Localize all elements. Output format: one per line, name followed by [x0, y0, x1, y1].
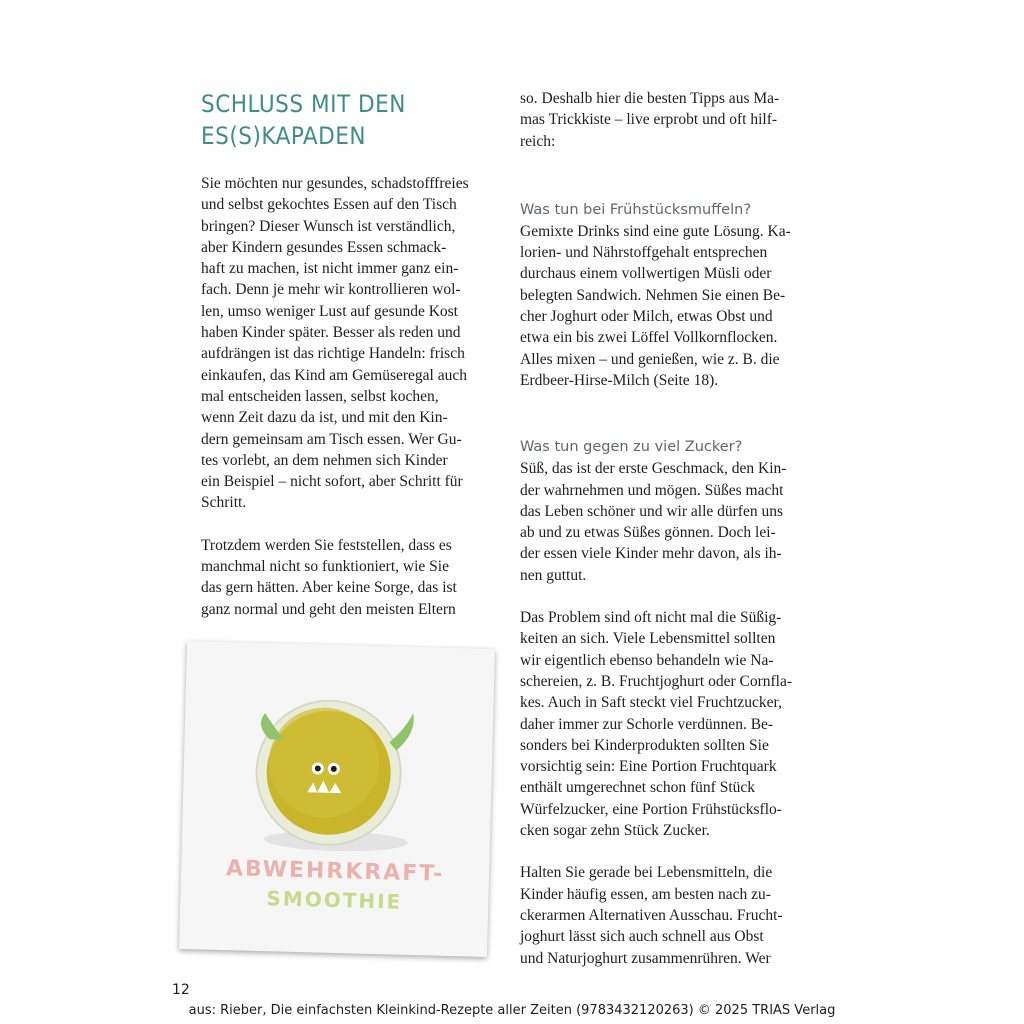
page-number: 12	[172, 982, 190, 998]
text-line: Trotzdem werden Sie feststellen, dass es	[201, 536, 452, 554]
text-line: joghurt lässt sich auch schnell aus Obst	[520, 928, 764, 946]
text-line: manchmal nicht so funktioniert, wie Sie	[201, 558, 449, 576]
text-line: dern gemeinsam am Tisch essen. Wer Gu-	[201, 430, 462, 448]
text-line: Gemixte Drinks sind eine gute Lösung. Ka-	[520, 222, 791, 240]
text-line: Erdbeer-Hirse-Milch (Seite 18).	[520, 371, 719, 389]
subheading-breakfast: Was tun bei Frühstücksmuffeln?	[520, 201, 752, 218]
text-line: mal entscheiden lassen, selbst kochen,	[201, 387, 439, 405]
text-line: aber Kindern gesundes Essen schmack-	[201, 238, 447, 256]
photo-caption-line-2: SMOOTHIE	[266, 886, 403, 914]
text-line: ab und zu etwas Süßes gönnen. Doch lei-	[520, 524, 776, 542]
text-line: Schritt.	[201, 494, 247, 512]
right-text-column	[520, 88, 820, 969]
section-heading	[201, 88, 501, 152]
text-line: haben Kinder später. Besser als reden und	[201, 324, 461, 342]
text-line: wir eigentlich ebenso behandeln wie Na-	[520, 651, 774, 669]
text-line: cher Joghurt oder Milch, etwas Obst und	[520, 308, 773, 326]
text-line: belegten Sandwich. Nehmen Sie einen Be-	[520, 286, 786, 304]
text-line: einkaufen, das Kind am Gemüseregal auch	[201, 366, 467, 384]
text-line: der wahrnehmen und mögen. Süßes macht	[520, 481, 784, 499]
heading-line-2: ES(S)KAPADEN	[201, 122, 367, 150]
text-line: len, umso weniger Lust auf gesunde Kost	[201, 302, 458, 320]
smoothie-photo	[179, 641, 495, 957]
text-line: bringen? Dieser Wunsch ist verständlich,	[201, 217, 456, 235]
paragraph	[201, 535, 501, 620]
paragraph	[520, 221, 820, 391]
text-line: Süß, das ist der erste Geschmack, den Kin-	[520, 460, 787, 478]
text-line: enthält umgerechnet schon fünf Stück	[520, 779, 756, 797]
text-line: vorsichtig sein: Eine Portion Fruchtquark	[520, 758, 777, 776]
text-line: Halten Sie gerade bei Lebensmitteln, die	[520, 864, 773, 882]
footer-citation: aus: Rieber, Die einfachsten Kleinkind-Rezepte aller Zeiten (9783432120263) © 2025 TRIAS Verlag	[188, 1003, 836, 1018]
text-line: wenn Zeit dazu da ist, und mit den Kin-	[201, 409, 448, 427]
text-line: reich:	[520, 132, 556, 150]
text-line: und selbst gekochtes Essen auf den Tisch	[201, 196, 457, 214]
text-line: Kinder häufig essen, am besten nach zu-	[520, 885, 771, 903]
text-line: sonders bei Kinderprodukten sollten Sie	[520, 736, 769, 754]
text-line: und Naturjoghurt zusammenrühren. Wer	[520, 949, 771, 967]
text-line: ganz normal und geht den meisten Eltern	[201, 600, 456, 618]
text-line: aufdrängen ist das richtige Handeln: frisch	[201, 345, 465, 363]
right-horn-leaf	[389, 712, 414, 751]
text-line: das Leben schöner und wir alle dürfen uns	[520, 502, 783, 520]
text-line: Sie möchten nur gesundes, schadstofffreies	[201, 175, 469, 192]
text-line: so. Deshalb hier die besten Tipps aus Ma-	[520, 90, 780, 107]
text-line: der essen viele Kinder mehr davon, als ih-	[520, 545, 782, 563]
text-line: daher immer zur Schorle verdünnen. Be-	[520, 715, 774, 733]
text-line: haft zu machen, ist nicht immer ganz ein-	[201, 260, 459, 278]
text-line: keiten an sich. Viele Lebensmittel sollten	[520, 630, 776, 648]
text-line: Würfelzucker, eine Portion Frühstücksflo-	[520, 800, 782, 818]
text-line: tes vorlebt, an dem nehmen sich Kinder	[201, 451, 448, 469]
text-line: Das Problem sind oft nicht mal die Süßig-	[520, 609, 782, 627]
text-line: fach. Denn je mehr wir kontrollieren wol-	[201, 281, 461, 299]
text-line: Alles mixen – und genießen, wie z. B. die	[520, 350, 780, 368]
text-line: cken sogar zehn Stück Zucker.	[520, 822, 710, 840]
text-line: durchaus einem vollwertigen Müsli oder	[520, 265, 772, 283]
paragraph	[520, 458, 820, 586]
text-line: lorien- und Nährstoffgehalt entsprechen	[520, 244, 768, 262]
text-line: ein Beispiel – nicht sofort, aber Schritt für	[201, 473, 463, 491]
paragraph	[201, 173, 501, 514]
heading-line-1: SCHLUSS MIT DEN	[201, 90, 406, 118]
text-line: etwa ein bis zwei Löffel Vollkornflocken.	[520, 329, 778, 347]
text-line: das gern hätten. Aber keine Sorge, das ist	[201, 579, 457, 597]
text-line: ckerarmen Alternativen Ausschau. Frucht-	[520, 906, 783, 924]
paragraph	[520, 862, 820, 968]
text-line: schereien, z. B. Fruchtjoghurt oder Cornfla-	[520, 672, 793, 690]
paragraph	[520, 607, 820, 841]
subheading-sugar: Was tun gegen zu viel Zucker?	[520, 439, 743, 456]
text-line: kes. Auch in Saft steckt viel Fruchtzucker,	[520, 694, 782, 712]
text-line: mas Trickkiste – live erprobt und oft hilf-	[520, 111, 778, 129]
text-line: nen guttut.	[520, 566, 587, 584]
photo-caption-line-1: ABWEHRKRAFT-	[225, 856, 445, 887]
left-text-column	[201, 173, 501, 620]
paragraph	[520, 88, 820, 152]
